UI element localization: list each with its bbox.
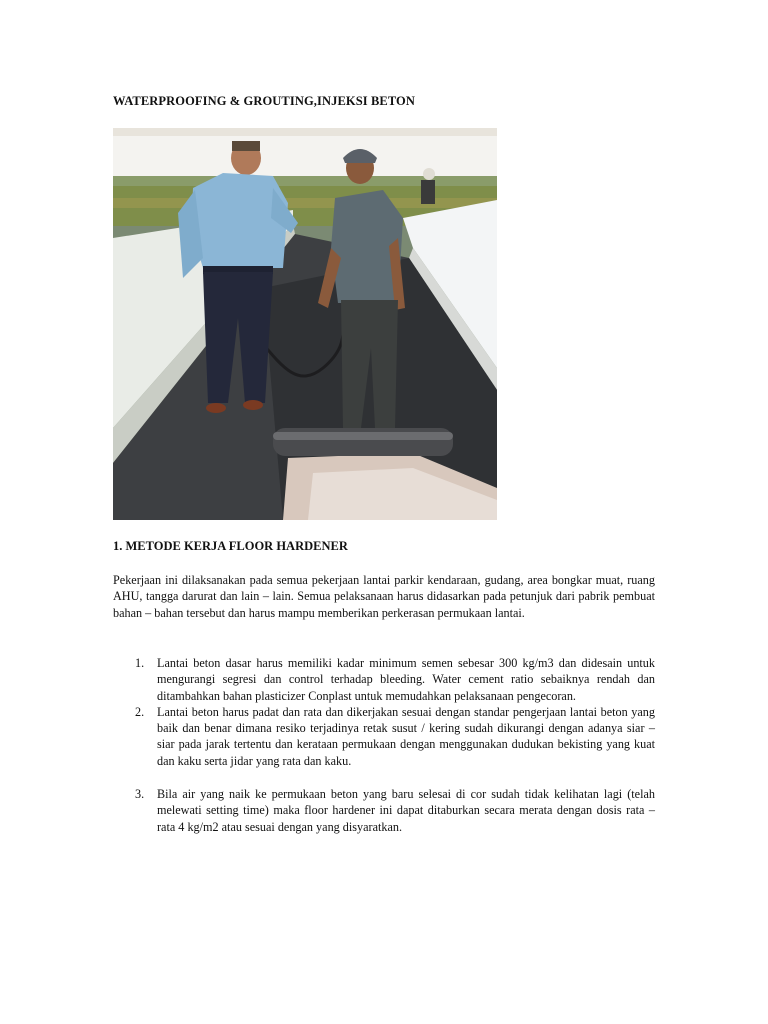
list-item	[113, 655, 655, 704]
list-item	[113, 786, 655, 835]
list-item-number: 2.	[135, 704, 145, 719]
document-title: WATERPROOFING & GROUTING,INJEKSI BETON	[113, 94, 415, 108]
roof-waterproofing-photo	[113, 128, 497, 520]
list-item-number: 1.	[135, 656, 145, 670]
list-item-text: Bila air yang naik ke permukaan beton yang baru selesai di cor sudah tidak kelihatan lagi (telah melewati setting time) maka floor hardener ini dapat ditaburkan secara merata dengan dosis rata – rata 4 kg/m2 atau sesuai dengan yang disyaratkan.	[157, 787, 655, 834]
procedure-list	[113, 655, 655, 835]
section-title: 1. METODE KERJA FLOOR HARDENER	[113, 539, 348, 553]
list-item-text: Lantai beton dasar harus memiliki kadar minimum semen sebesar 300 kg/m3 dan didesain untuk mengurangi segresi dan control terhadap bleeding. Water cement ratio sebaiknya rendah dan ditambahkan bahan plasticizer Conplast untuk memudahkan pelaksanaan pengecoran.	[157, 656, 655, 703]
intro-paragraph: Pekerjaan ini dilaksanakan pada semua pekerjaan lantai parkir kendaraan, gudang, area bongkar muat, ruang AHU, tangga darurat dan lain – lain. Semua pelaksanaan harus didasarkan pada petunjuk dari pabrik pembuat bahan – bahan tersebut dan harus mampu memberikan perkerasan permukaan lantai.	[113, 573, 655, 620]
list-item-text: Lantai beton harus padat dan rata dan dikerjakan sesuai dengan standar pengerjaan lantai beton yang baik dan benar dimana resiko terjadinya retak susut / kering sudah dikurangi dengan adanya siar – siar pada jarak tertentu dan kerataan permukaan dengan menggunakan dudukan bekisting yang kuat dan kaku serta jidar yang rata dan kaku.	[157, 704, 655, 768]
list-item	[113, 704, 655, 769]
list-item-number: 3.	[135, 787, 145, 802]
